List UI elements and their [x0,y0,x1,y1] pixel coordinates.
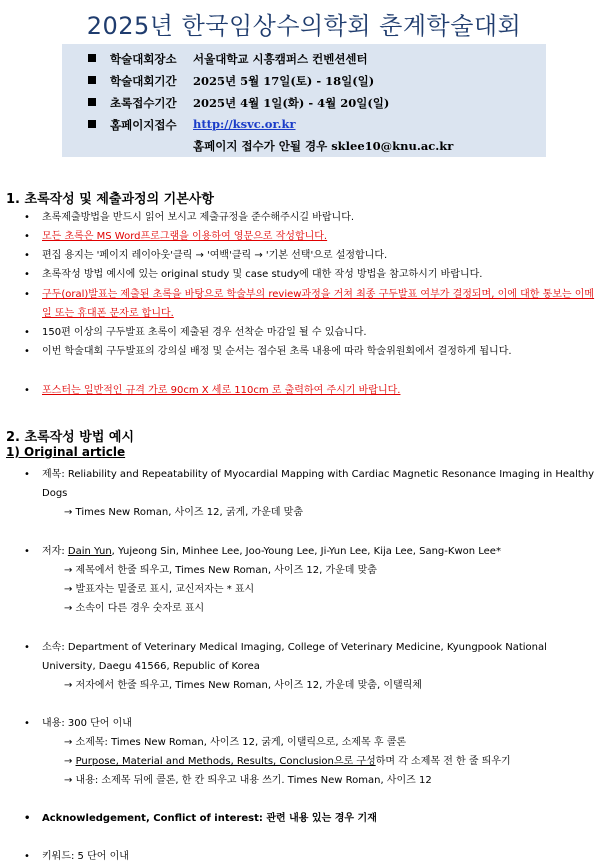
title-text: : Reliability and Repeatability of Myocardial Mapping with Cardiac Magnetic Resonance Imaging in Healthy Dogs [42,469,595,499]
content-note: → 내용: 소제목 뒤에 콜론, 한 칸 띄우고 내용 쓰기. Times New Roman, 사이즈 12 [64,775,432,786]
list-item-content [42,714,597,733]
square-bullet-icon [88,98,96,106]
list-item [42,285,597,323]
list-item-ack: • Acknowledgement, Conflict of interest: 관련 내용 있는 경우 기재 [42,809,597,828]
affil-note: → 저자에서 한줄 띄우고, Times New Roman, 사이즈 12, 가운데 맞춤, 이탤릭체 [64,680,422,691]
arrow-text: → [64,756,76,767]
red-text: 구두(oral)발표는 제출된 초록을 바탕으로 학술부의 review과정을 거쳐 최종 구두발표 여부가 결정되며, 이에 대한 통보는 이메일 또는 휴대폰 문자로 합니다. [42,289,595,319]
list-item: • 이번 학술대회 구두발표의 강의실 배정 및 순서는 접수된 초록 내용에 따라 학술위원회에서 결정하게 됩니다. [42,342,597,361]
red-text: 모든 초록은 MS Word프로그램을 이용하여 영문으로 작성합니다. [42,231,328,242]
title-note: → Times New Roman, 사이즈 12, 굵게, 가운데 맞춤 [64,507,303,518]
info-box [62,44,546,157]
period-label: 학술대회기간 [110,74,177,88]
red-text: 포스터는 일반적인 규격 가로 90cm X 세로 110cm 로 출력하여 주시기 바랍니다. [42,385,401,396]
list-item [42,227,597,246]
structure-rest: 하며 각 소제목 전 한 줄 띄우기 [375,756,511,767]
keyword-text: : 5 단어 이내 [70,851,129,862]
square-bullet-icon [88,120,96,128]
author-note: → 소속이 다른 경우 숫자로 표시 [64,603,205,614]
list-item: • 초록작성 방법 예시에 있는 original study 및 case study에 대한 작성 방법을 참고하시기 바랍니다. [42,265,597,284]
abstract-label: 초록접수기간 [110,96,177,110]
list-item-keyword [42,847,597,866]
page-title: 2025년 한국임상수의학회 춘계학술대회 [86,12,522,40]
content-text: : 300 단어 이내 [61,718,132,729]
list-item: • 초록제출방법을 반드시 읽어 보시고 제출규정을 준수해주시길 바랍니다. [42,208,597,227]
square-bullet-icon [88,76,96,84]
author-rest: , Yujeong Sin, Minhee Lee, Joo-Young Lee, Ji-Yun Lee, Kija Lee, Sang-Kwon Lee* [111,546,501,557]
author-note: → 제목에서 한줄 띄우고, Times New Roman, 사이즈 12, 가운데 맞춤 [64,565,377,576]
author-note: → 발표자는 밑줄로 표시, 교신저자는 * 표시 [64,584,255,595]
structure-underline: Purpose, Material and Methods, Results, Conclusion으로 구성 [75,756,376,767]
author-label: 저자 [42,546,62,557]
content-note [64,752,511,771]
list-item: • 150편 이상의 구두발표 초록이 제출된 경우 선착순 마감일 될 수 있습니다. [42,323,597,342]
abstract-value: 2025년 4월 1일(화) - 4월 20일(일) [193,96,390,110]
list-item-author: • 저자: Dain Yun, Yujeong Sin, Minhee Lee, Joo-Young Lee, Ji-Yun Lee, Kija Lee, Sang-Kwon Lee* [42,542,597,561]
square-bullet-icon [88,54,96,62]
title-label: 제목 [42,469,62,480]
keyword-label: 키워드 [42,851,71,862]
list-item [42,381,597,400]
homepage-label: 홈페이지접수 [110,118,177,132]
subsection-original-article: 1) Original article [6,445,126,459]
presenter-name: Dain Yun [67,546,112,557]
venue-label: 학술대회장소 [110,52,177,66]
content-label: 내용 [42,718,62,729]
homepage-link[interactable]: http://ksvc.or.kr [193,117,296,131]
venue-value: 서울대학교 시흥캠퍼스 컨벤션센터 [193,52,368,66]
period-value: 2025년 5월 17일(토) - 18일(일) [193,74,375,88]
section1-heading: 1. 초록작성 및 제출과정의 기본사항 [6,192,214,207]
email-note: 홈페이지 접수가 안될 경우 sklee10@knu.ac.kr [193,139,454,153]
affil-label: 소속 [42,642,62,653]
content-note: → 소제목: Times New Roman, 사이즈 12, 굵게, 이탤릭으로, 소제목 후 콜론 [64,737,407,748]
list-item-title [42,465,597,503]
list-item-affiliation [42,638,597,676]
list-item: • 편집 용지는 '페이지 레이아웃'클릭 → '여백'클릭 → '기본 선택'으로 설정합니다. [42,246,597,265]
section2-heading: 2. 초록작성 방법 예시 [6,430,135,445]
affil-text: : Department of Veterinary Medical Imaging, College of Veterinary Medicine, Kyungpook National University, Daegu 41566, Republic of Korea [42,642,547,672]
